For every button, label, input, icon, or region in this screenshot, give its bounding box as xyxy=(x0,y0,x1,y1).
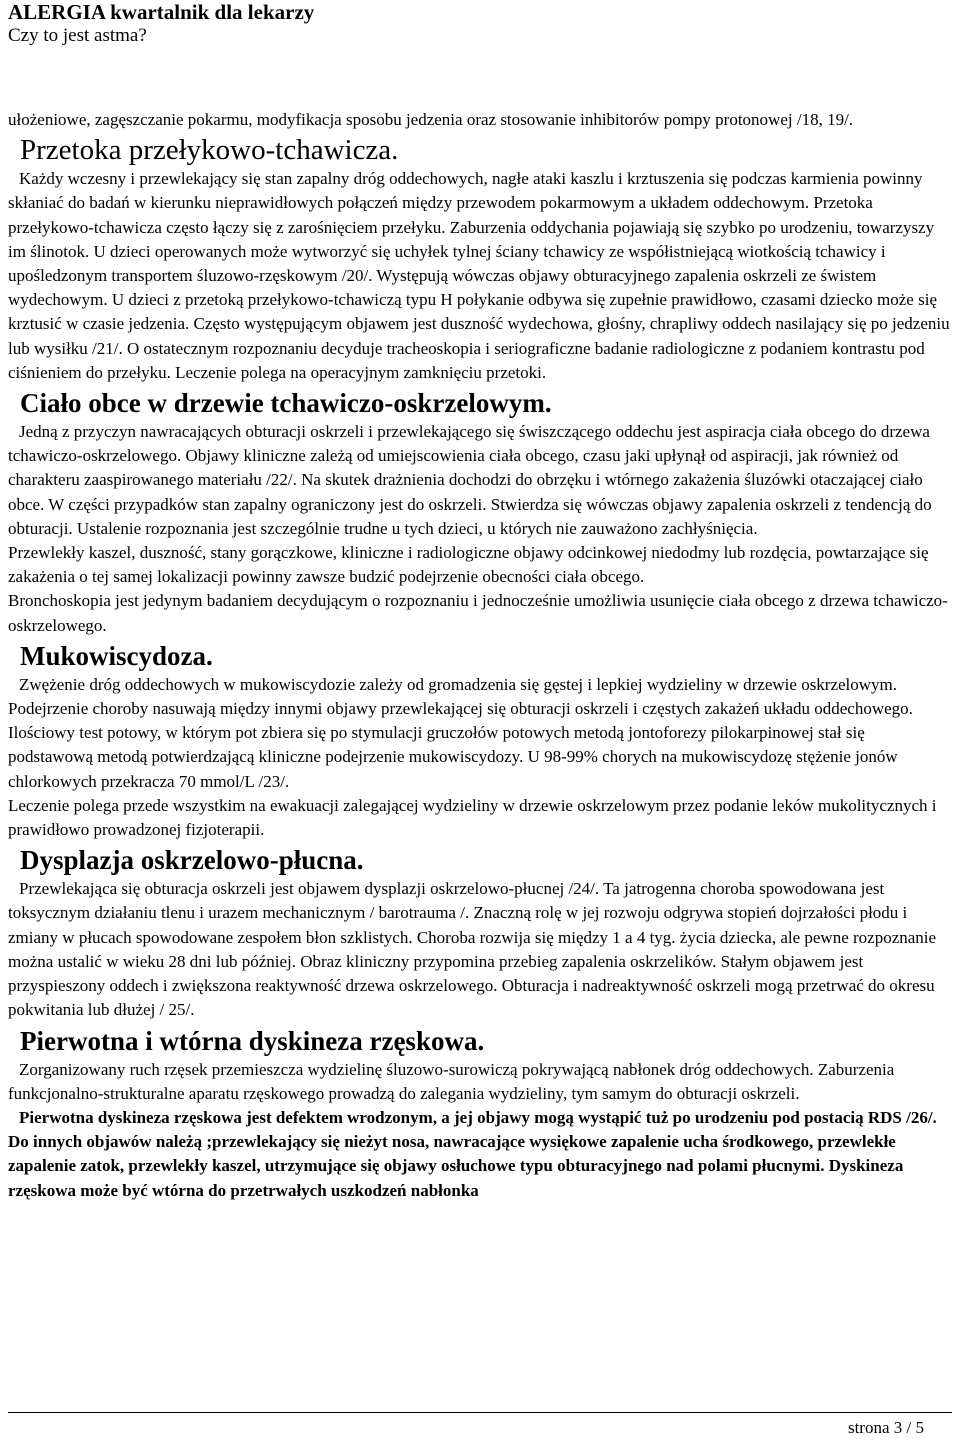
heading-mukowiscydoza: Mukowiscydoza. xyxy=(20,640,213,671)
footer-divider xyxy=(8,1412,952,1413)
paragraph-cialo-obce-2: Przewlekły kaszel, duszność, stany gorączkowe, kliniczne i radiologiczne objawy odcinkowej niedodmy lub rozdęcia, powtarzające się zakażenia o tej samej lokalizacji powinny zawsze budzić podejrzenie obecności ciała obcego. xyxy=(8,543,929,587)
journal-title: ALERGIA kwartalnik dla lekarzy xyxy=(8,0,315,24)
paragraph-przetoka: Każdy wczesny i przewlekający się stan zapalny dróg oddechowych, nagłe ataki kaszlu i krztuszenia się podczas karmienia powinny skłaniać do badań w kierunku nieprawidłowych połączeń między przewodem pokarmowym a układem oddechowym. Przetoka przełykowo-tchawicza często łączy się z zarośnięciem przełyku. Zaburzenia oddychania pojawiają się szybko po urodzeniu, towarzyszy im ślinotok. U dzieci operowanych może wytworzyć się uchyłek tylnej ściany tchawicy ze współistniejącą wiotkością tchawicy i upośledzonym transportem śluzowo-rzęskowym /20/. Występują wówczas objawy obturacyjnego zapalenia oskrzeli ze świstem wydechowym. U dzieci z przetoką przełykowo-tchawiczą typu H połykanie odbywa się zupełnie prawidłowo, czasami dziecko może się krztusić w czasie jedzenia. Często występującym objawem jest duszność wydechowa, głośny, chrapliwy oddech nasilający się po jedzeniu lub wysiłku /21/. O ostatecznym rozpoznaniu decyduje tracheoskopia i seriograficzne badanie radiologiczne z podaniem kontrastu pod ciśnieniem do przełyku. Leczenie polega na operacyjnym zamknięciu przetoki. xyxy=(8,169,950,382)
intro-paragraph: ułożeniowe, zagęszczanie pokarmu, modyfikacja sposobu jedzenia oraz stosowanie inhibitorów pompy protonowej /18, 19/. xyxy=(8,110,854,129)
heading-dyskineza: Pierwotna i wtórna dyskineza rzęskowa. xyxy=(20,1025,485,1056)
page-header xyxy=(8,0,314,48)
paragraph-dyskineza-1: Zorganizowany ruch rzęsek przemieszcza wydzielinę śluzowo-surowiczą pokrywającą nabłonek dróg oddechowych. Zaburzenia funkcjonalno-strukturalne aparatu rzęskowego prowadzą do zalegania wydzieliny, tym samym do obturacji oskrzeli. xyxy=(8,1059,895,1103)
paragraph-dysplazja: Przewlekająca się obturacja oskrzeli jest objawem dysplazji oskrzelowo-płucnej /24/. Ta jatrogenna choroba spowodowana jest toksycznym działaniu tlenu i urazem mechanicznym / barotrauma /. Znaczną rolę w jej rozwoju odgrywa stopień dojrzałości płodu i zmiany w płucach spowodowane zespołem błon szklistych. Choroba rozwija się między 1 a 4 tyg. życia dziecka, ale pewne rozpoznanie można ustalić w wieku 28 dni lub później. Obraz kliniczny przypomina przebieg zapalenia oskrzelików. Stałym objawem jest przyspieszony oddech i zwiększona reaktywność drzewa oskrzelowego. Obturacja i nadreaktywność oskrzeli mogą przetrwać do okresu pokwitania lub dłużej / 25/. xyxy=(8,879,937,1020)
paragraph-cialo-obce-3: Bronchoskopia jest jedynym badaniem decydującym o rozpoznaniu i jednocześnie umożliwia usunięcie ciała obcego z drzewa tchawiczo-oskrzelowego. xyxy=(8,591,948,635)
paragraph-cialo-obce-1: Jedną z przyczyn nawracających obturacji oskrzeli i przewlekającego się świszczącego oddechu jest aspiracja ciała obcego do drzewa tchawiczo-oskrzelowego. Objawy kliniczne zależą od umiejscowienia ciała obcego, czasu jaki upłynął od aspiracji, jak również od charakteru zaaspirowanego materiału /22/. Na skutek drażnienia dochodzi do obrzęku i wtórnego zakażenia śluzówki otaczającej ciało obce. W części przypadków stan zapalny ograniczony jest do oskrzeli. Stwierdza się wówczas objawy zapalenia oskrzeli z tendencją do obturacji. Ustalenie rozpoznania jest szczególnie trudne u tych dzieci, u których nie zauważono zachłyśnięcia. xyxy=(8,422,932,538)
heading-przetoka: Przetoka przełykowo-tchawicza. xyxy=(20,134,399,167)
heading-cialo-obce: Ciało obce w drzewie tchawiczo-oskrzelowym. xyxy=(20,388,552,419)
page-number: strona 3 / 5 xyxy=(847,1418,924,1437)
paragraph-mukowiscydoza-2: Leczenie polega przede wszystkim na ewakuacji zalegającej wydzieliny w drzewie oskrzelowym przez podanie leków mukolitycznych i prawidłowo prowadzonej fizjoterapii. xyxy=(8,795,937,840)
heading-dysplazja: Dysplazja oskrzelowo-płucna. xyxy=(20,845,364,876)
article-body xyxy=(8,108,952,1203)
paragraph-dyskineza-bold: Pierwotna dyskineza rzęskowa jest defektem wrodzonym, a jej objawy mogą wystąpić tuż po urodzeniu pod postacią RDS /26/. Do innych objawów należą ;przewlekający się nieżyt nosa, nawracające wysiękowe zapalenie ucha środkowego, przewlekłe zapalenie zatok, przewlekły kaszel, utrzymujące się objawy osłuchowe typu obturacyjnego nad polami płucnymi. Dyskineza rzęskowa może być wtórna do przetrwałych uszkodzeń nabłonka xyxy=(8,1107,937,1200)
paragraph-mukowiscydoza-1: Zwężenie dróg oddechowych w mukowiscydozie zależy od gromadzenia się gęstej i lepkiej wydzieliny w drzewie oskrzelowym. Podejrzenie choroby nasuwają między innymi objawy przewlekającej się obturacji oskrzeli i częstych zakażeń układu oddechowego. Ilościowy test potowy, w którym pot zbiera się po stymulacji gruczołów potowych metodą jontoforezy pilokarpinowej stał się podstawową metodą potwierdzającą kliniczne podejrzenie mukowiscydozy. U 98-99% chorych na mukowiscydozę stężenie jonów chlorkowych przekracza 70 mmol/L /23/. xyxy=(8,674,913,791)
article-title: Czy to jest astma? xyxy=(8,25,147,46)
